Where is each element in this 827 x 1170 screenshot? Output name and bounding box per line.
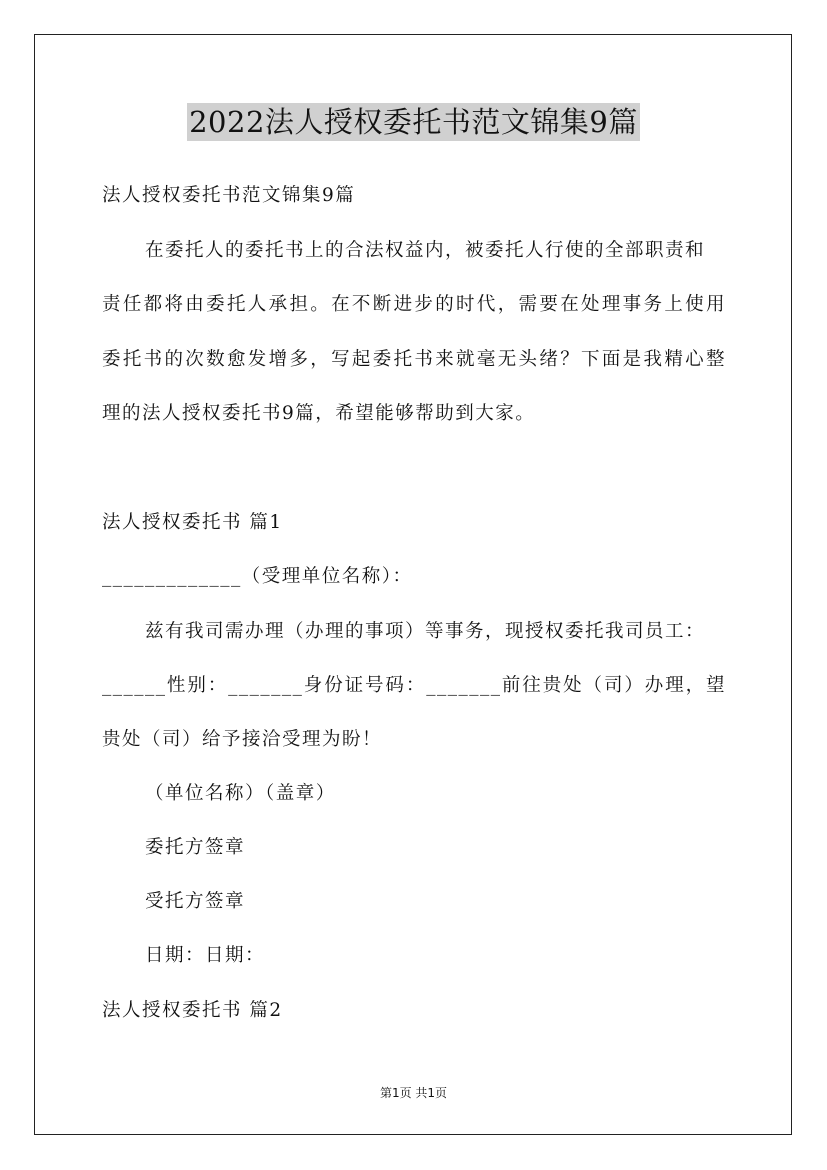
date-line: 日期：日期： [145, 945, 266, 966]
intro-line-2: 责任都将由委托人承担。在不断进步的时代，需要在处理事务上使用 [102, 294, 726, 315]
principal-signature-line: 委托方签章 [145, 837, 246, 858]
page-footer: 第1页 共1页 [379, 1086, 448, 1100]
intro-line-3: 委托书的次数愈发增多，写起委托书来就毫无头绪？下面是我精心整 [102, 349, 726, 370]
section1-heading: 法人授权委托书 篇1 [102, 512, 283, 533]
document-title-wrap [0, 100, 827, 141]
body-line-3: 贵处（司）给予接洽受理为盼！ [102, 729, 383, 750]
body-line-2: ______性别：_______身份证号码：_______前往贵处（司）办理，望 [102, 675, 726, 696]
document-subtitle: 法人授权委托书范文锦集9篇 [102, 185, 356, 206]
section2-heading: 法人授权委托书 篇2 [102, 1000, 283, 1021]
intro-line-4: 理的法人授权委托书9篇，希望能够帮助到大家。 [102, 403, 536, 424]
recipient-line: _____________（受理单位名称）： [102, 566, 413, 587]
seal-line: （单位名称）（盖章） [145, 783, 336, 804]
document-title: 2022法人授权委托书范文锦集9篇 [189, 105, 638, 139]
agent-signature-line: 受托方签章 [145, 891, 246, 912]
intro-line-1: 在委托人的委托书上的合法权益内，被委托人行使的全部职责和 [145, 240, 706, 261]
body-line-1: 兹有我司需办理（办理的事项）等事务，现授权委托我司员工： [145, 621, 706, 642]
